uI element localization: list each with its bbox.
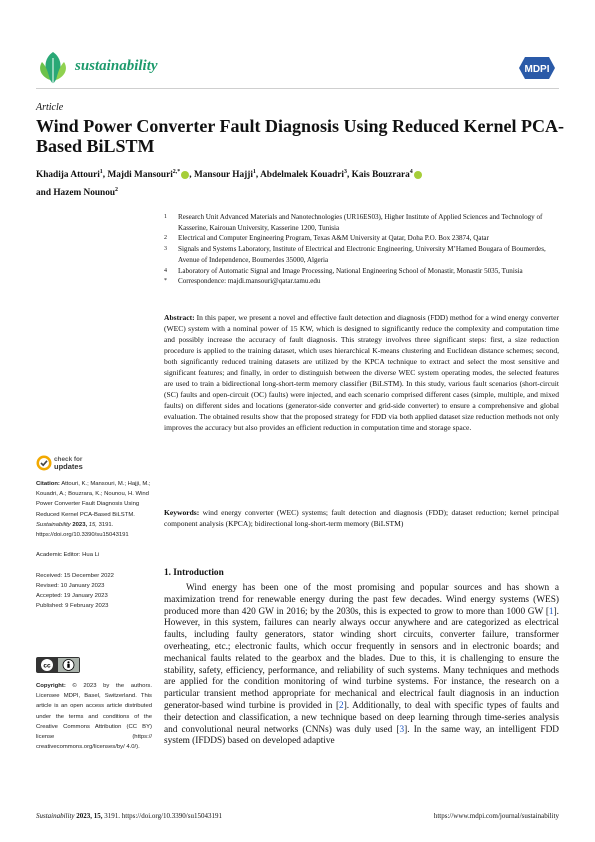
affiliation-text: Research Unit Advanced Materials and Nanotechnologies (UR16ES03), Higher Institute of Applied Sciences and Technology of Kasserine, Kairouan University, Kasserine 1200, Tunisia xyxy=(178,213,543,232)
accepted-date: Accepted: 19 January 2023 xyxy=(36,593,108,600)
citation-journal: Sustainability xyxy=(36,521,71,528)
affiliation-item xyxy=(164,276,559,287)
author-name[interactable]: Majdi Mansouri xyxy=(107,170,173,181)
author-name[interactable]: Kais Bouzrara xyxy=(351,170,410,181)
affiliation-number: 4 xyxy=(164,267,167,274)
author-affiliation-marker: 2,* xyxy=(172,169,181,175)
author-list xyxy=(36,165,566,201)
author-name[interactable]: and Hazem Nounou xyxy=(36,188,116,199)
affiliation-text: Electrical and Computer Engineering Program, Texas A&M University at Qatar, Doha P.O. Box 23874, Qatar xyxy=(178,234,489,243)
sidebar xyxy=(36,479,152,612)
affiliation-number: 1 xyxy=(164,214,167,220)
affiliation-item xyxy=(164,212,559,233)
abstract-label: Abstract: xyxy=(164,313,195,322)
intro-text-2: ]. However, in this system, failures can nearly always occur anywhere and are categorized as electrical faults, including faulty generators, stator winding short circuits, converter failure, transformer overheating, etc.; electronic faults, which occur frequently in sensors and in electronic boards; and mechanical faults related to the gearbox and the blades. Due to this, it is challenging to ensure the stability, safety, efficiency, performance, and reliability of such systems. Many techniques and methods are applied for the condition monitoring of wind turbine systems. For instance, the research on a particular transient method appropriate for mechanical and electrical fault diagnosis in an induction generator-based wind turbine is provided in [ xyxy=(164,606,559,711)
affiliation-text: Signals and Systems Laboratory, Institute of Electrical and Electronic Engineering, University M’Hamed Bougara of Boumerdes, Avenue of Independence, Boumerdes 35000, Algeria xyxy=(178,245,546,264)
affiliation-item xyxy=(164,266,559,277)
citation-ref-1[interactable]: 1 xyxy=(548,606,554,617)
intro-text-4: ]. In the same way, an intelligent FDD system (IFDDS) based on developed adaptive xyxy=(164,724,559,747)
affiliation-number: 2 xyxy=(164,235,167,242)
affiliation-number: * xyxy=(164,278,167,285)
copyright-text: © 2023 by the authors. Licensee MDPI, Basel, Switzerland. This article is an open access article distributed under the terms and conditions of the Creative Commons Attribution (CC BY) license (https:// creativecommons.org/licenses/by/ 4.0/). xyxy=(36,683,153,751)
copyright-label: Copyright: xyxy=(36,683,66,689)
orcid-icon[interactable] xyxy=(414,171,422,179)
intro-text-1: Wind energy has been one of the most promising and popular sources and has shown a maximization trend for renewable energy during the past few decades. Wind energy systems (WES) produced more than 420 GW in 2016; by the 2030s, this is expected to grow to more than 1000 GW [ xyxy=(164,583,559,617)
journal-logo-icon xyxy=(36,48,70,88)
abstract xyxy=(164,312,559,434)
mdpi-logo-icon[interactable] xyxy=(517,55,557,81)
cfu-line1: check for xyxy=(54,456,83,463)
author-name[interactable]: Mansour Hajji xyxy=(193,170,253,181)
affiliation-item xyxy=(164,244,559,265)
author-separator: , xyxy=(347,170,352,181)
affiliation-text: Laboratory of Automatic Signal and Image Processing, National Engineering School of Monastir, Monastir 5035, Tunisia xyxy=(178,266,523,275)
citation-text: Attouri, K.; Mansouri, M.; Hajji, M.; Kouadri, A.; Bouzrara, K.; Nounou, H. Wind Power Converter Fault Diagnosis Using Reduced Kernel PCA-Based BiLSTM. xyxy=(36,481,151,518)
author-affiliation-marker: 3 xyxy=(344,169,348,175)
author-separator: , xyxy=(255,170,261,181)
citation-doi[interactable]: 3191. https://doi.org/10.3390/su15043191 xyxy=(36,521,129,539)
author-affiliation-marker: 4 xyxy=(409,169,413,175)
author-affiliation-marker: 1 xyxy=(252,169,256,175)
cfu-line2: updates xyxy=(54,462,83,471)
keywords-text: wind energy converter (WEC) systems; fault detection and diagnosis (FDD); dataset reduction; kernel principal component analysis (KPCA); bidirectional long-short-term memory (BiLSTM) xyxy=(164,508,559,529)
introduction-paragraph xyxy=(164,583,559,748)
keywords-label: Keywords: xyxy=(164,508,200,517)
copyright-notice xyxy=(36,681,152,752)
footer-citation xyxy=(36,812,222,820)
affiliation-text: Correspondence: majdi.mansouri@qatar.tamu.edu xyxy=(178,277,321,286)
published-date: Published: 9 February 2023 xyxy=(36,603,109,610)
affiliation-number: 3 xyxy=(164,246,167,253)
author-name[interactable]: Abdelmalek Kouadri xyxy=(260,170,345,181)
section-heading: 1. Introduction xyxy=(164,568,224,578)
article-type: Article xyxy=(36,102,64,113)
author-separator: , xyxy=(102,170,108,181)
footer-year-vol: 2023, 15, xyxy=(76,812,103,820)
footer-doi[interactable]: 3191. https://doi.org/10.3390/su15043191 xyxy=(104,812,222,820)
header-rule xyxy=(36,88,559,89)
author-name[interactable]: Khadija Attouri xyxy=(36,170,100,181)
citation-ref-3[interactable]: 3 xyxy=(399,724,405,735)
author-affiliation-marker: 2 xyxy=(115,187,119,194)
revised-date: Revised: 10 January 2023 xyxy=(36,583,105,589)
affiliation-item xyxy=(164,233,559,244)
citation-volume: 15, xyxy=(88,521,97,528)
mdpi-logo-text: MDPI xyxy=(524,64,550,75)
author-separator: , xyxy=(189,170,194,181)
footer-journal-url[interactable]: https://www.mdpi.com/journal/sustainability xyxy=(433,812,559,820)
paper-title: Wind Power Converter Fault Diagnosis Using Reduced Kernel PCA-Based BiLSTM xyxy=(36,116,564,156)
intro-text-3: ]. Additionally, to deal with specific types of faults and their detection and classification, a new technique based on deep learning through time-series analysis and convolutional neural networks (CNNs) was duly used [ xyxy=(164,700,559,735)
journal-name[interactable]: sustainability xyxy=(75,58,158,74)
cc-by-license-icon[interactable] xyxy=(36,657,80,673)
svg-text:cc: cc xyxy=(43,662,51,670)
citation-label: Citation: xyxy=(36,481,60,487)
citation-ref-2[interactable]: 2 xyxy=(339,700,344,711)
citation-year: 2023, xyxy=(72,521,88,528)
footer-journal: Sustainability xyxy=(36,812,75,820)
check-for-updates-icon[interactable] xyxy=(36,455,52,471)
check-for-updates-text[interactable] xyxy=(54,456,83,470)
abstract-text: In this paper, we present a novel and effective fault detection and diagnosis (FDD) method for a wind energy converter (WEC) system with a nominal power of 15 KW, which is designed to significantly reduce the complexity and computation time and possibly increase the accuracy of fault diagnosis. This strategy involves three significant steps: first, a size reduction procedure is applied to the training dataset, which uses hierarchical K-means clustering and Euclidean distance schemes; second, both significantly reduced training datasets are utilized by the KPCA technique to extract and select the most sensitive and significant features; and finally, in order to distinguish between the diverse WEC system operating modes, the selected features are used to train a bidirectional long-short-term memory classifier (BiLSTM). In this study, various fault scenarios (short-circuit (SC) faults and open-circuit (OC) faults) were injected, and each scenario comprised different cases (simple, multiple, and mixed faults) on different sides and locations (generator-side converter and grid-side converter) to ensure a comprehensive and global evaluation. The obtained results show that the proposed strategy for FDD via both applied dataset size reduction methods not only improves the accuracy but also provides an efficient reduction in computation time and storage space. xyxy=(164,313,559,433)
author-affiliation-marker: 1 xyxy=(99,169,103,175)
academic-editor: Academic Editor: Hua Li xyxy=(36,552,100,559)
citation-block xyxy=(36,479,152,540)
received-date: Received: 15 December 2022 xyxy=(36,572,114,579)
keywords xyxy=(164,507,559,529)
affiliation-list xyxy=(164,212,559,287)
